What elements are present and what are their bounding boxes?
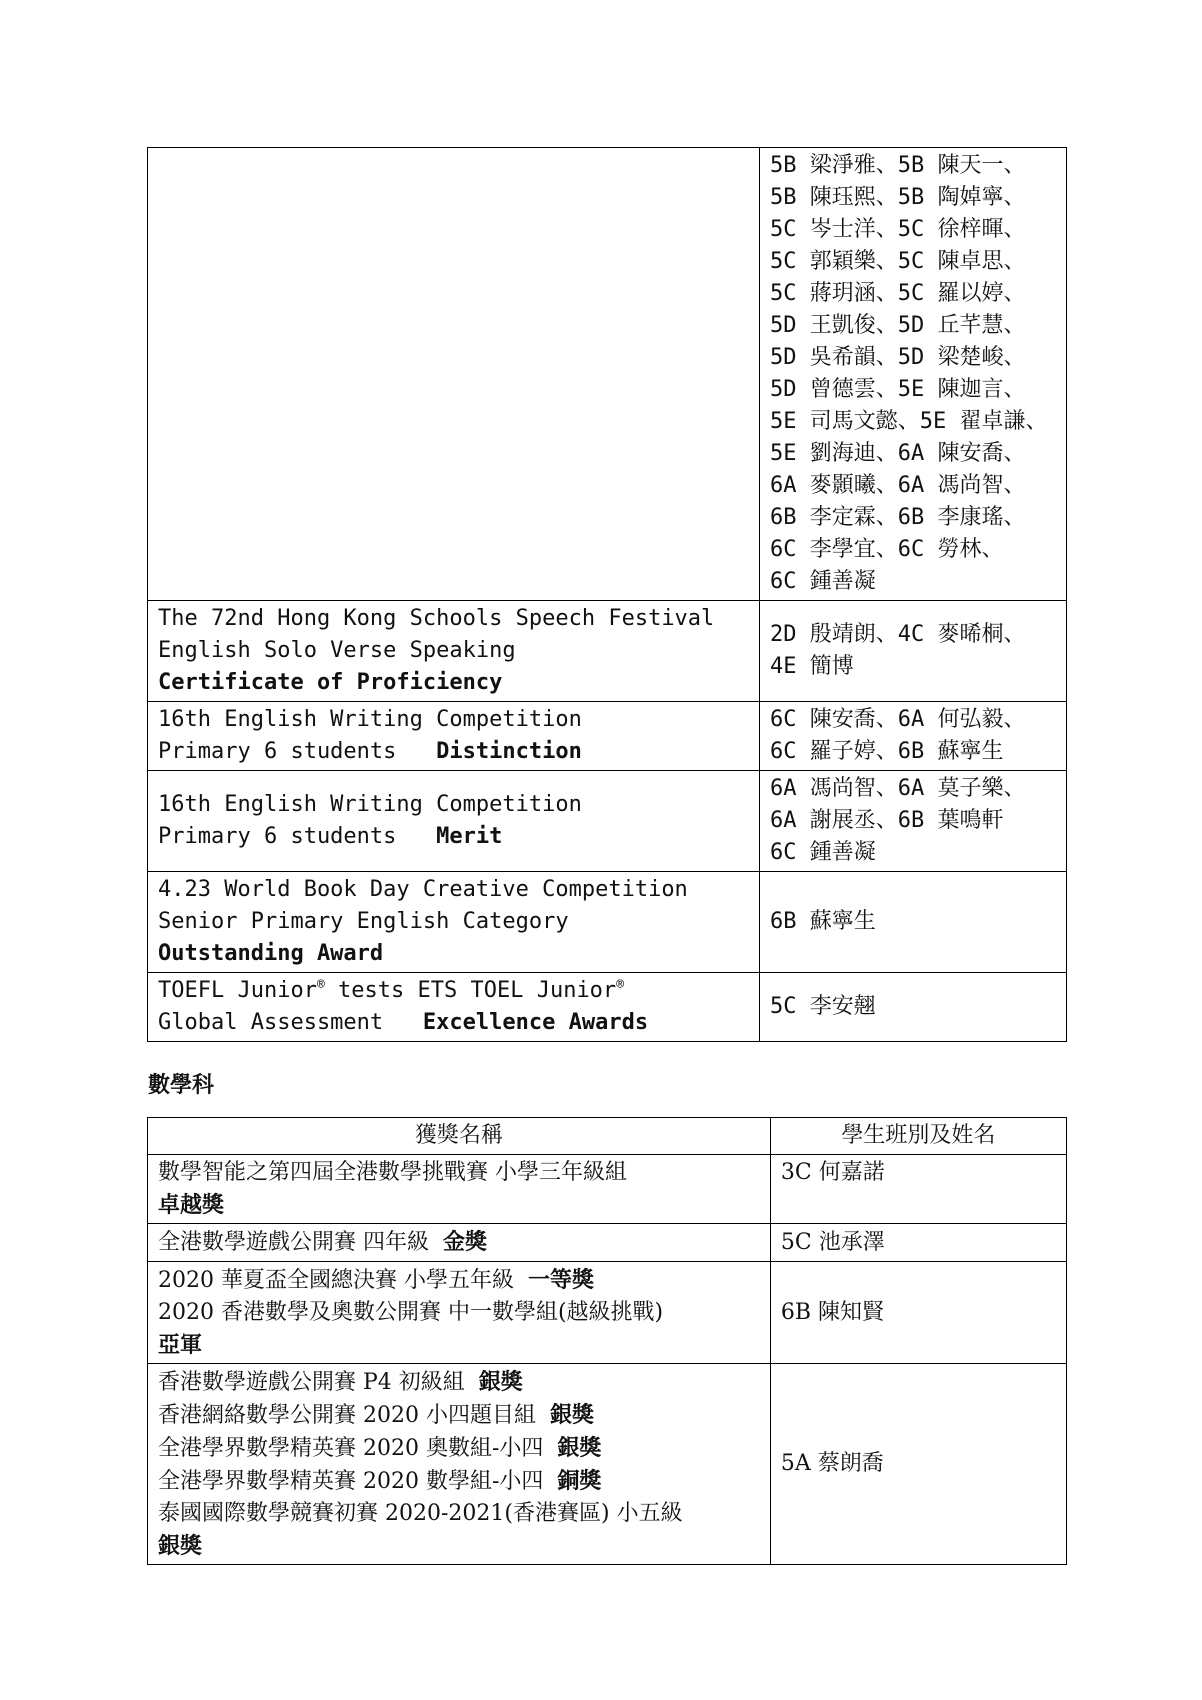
award-cell xyxy=(148,148,760,601)
award-line: The 72nd Hong Kong Schools Speech Festival xyxy=(158,606,715,631)
student-line: 6B 李定霖、6B 李康瑤、 xyxy=(769,505,1026,530)
award-grade: 亞軍 xyxy=(158,1332,203,1358)
math-awards-table xyxy=(147,1117,1067,1565)
award-prefix: Primary 6 students xyxy=(158,824,397,849)
student-line: 5E 劉海迪、6A 陳安喬、 xyxy=(769,441,1026,466)
award-text: TOEFL Junior xyxy=(158,978,317,1003)
students-cell xyxy=(759,601,1066,702)
award-line xyxy=(158,821,749,853)
award-cell xyxy=(148,973,760,1042)
students-cell: 5A 蔡朗喬 xyxy=(770,1364,1066,1565)
student-line: 6C 陳安喬、6A 何弘毅、 xyxy=(769,707,1026,732)
student-line: 5D 王凱俊、5D 丘芊慧、 xyxy=(769,313,1026,338)
award-cell xyxy=(148,1155,771,1224)
student-line: 5D 吳希韻、5D 梁楚峻、 xyxy=(769,345,1026,370)
registered-mark: ® xyxy=(616,977,625,993)
students-cell xyxy=(759,973,1066,1042)
table-row xyxy=(148,601,1067,702)
student-line: 5B 陳珏熙、5B 陶婥寧、 xyxy=(769,185,1026,210)
table-row xyxy=(148,148,1067,601)
award-grade: 卓越獎 xyxy=(158,1192,225,1218)
award-cell xyxy=(148,702,760,771)
student-line: 6A 謝展丞、6B 葉鳴軒 xyxy=(769,808,1004,833)
award-prefix: 全港學界數學精英賽 2020 奧數組-小四 xyxy=(158,1436,544,1461)
award-grade: Distinction xyxy=(436,739,582,764)
students-cell xyxy=(759,771,1066,872)
table-row xyxy=(148,1364,1067,1565)
award-line: English Solo Verse Speaking xyxy=(158,638,516,663)
award-prefix: 香港網絡數學公開賽 2020 小四題目組 xyxy=(158,1403,536,1428)
award-line xyxy=(158,1399,760,1432)
students-cell: 3C 何嘉諾 xyxy=(770,1155,1066,1224)
table-row xyxy=(148,973,1067,1042)
award-prefix: 全港學界數學精英賽 2020 數學組-小四 xyxy=(158,1469,544,1494)
student-line: 6C 鍾善凝 xyxy=(769,840,876,865)
student-line: 6C 鍾善凝 xyxy=(769,569,876,594)
award-line xyxy=(158,1432,760,1465)
award-grade: Outstanding Award xyxy=(158,941,384,966)
award-line xyxy=(158,1007,749,1039)
award-cell xyxy=(148,872,760,973)
student-line: 5B 梁淨雅、5B 陳天一、 xyxy=(769,153,1026,178)
award-prefix: 香港數學遊戲公開賽 P4 初級組 xyxy=(158,1370,465,1395)
table-row xyxy=(148,1224,1067,1262)
award-line xyxy=(158,1264,760,1297)
table-row xyxy=(148,872,1067,973)
award-cell xyxy=(148,1224,771,1262)
award-grade: Excellence Awards xyxy=(422,1010,649,1035)
award-grade: 銀獎 xyxy=(557,1435,602,1461)
award-line xyxy=(158,1226,760,1259)
award-line xyxy=(158,1465,760,1498)
table-row xyxy=(148,771,1067,872)
award-line xyxy=(158,975,749,1007)
table-row xyxy=(148,1155,1067,1224)
award-cell xyxy=(148,601,760,702)
student-line: 4E 簡博 xyxy=(769,654,854,679)
student-line: 6C 羅子婷、6B 蘇寧生 xyxy=(769,739,1004,764)
award-line xyxy=(158,736,749,768)
award-grade: 銅獎 xyxy=(557,1468,602,1494)
award-grade: 銀獎 xyxy=(158,1533,203,1559)
award-grade: Merit xyxy=(436,824,503,849)
header-award: 獲獎名稱 xyxy=(148,1118,771,1155)
students-cell: 5C 池承澤 xyxy=(770,1224,1066,1262)
student-line: 2D 殷靖朗、4C 麥晞桐、 xyxy=(769,622,1026,647)
table-row xyxy=(148,702,1067,771)
table-row xyxy=(148,1262,1067,1364)
english-awards-table xyxy=(147,147,1067,1042)
students-cell xyxy=(759,872,1066,973)
award-grade: 金獎 xyxy=(443,1229,488,1255)
award-grade: 銀獎 xyxy=(478,1369,523,1395)
award-text: tests ETS TOEL Junior xyxy=(324,978,617,1003)
award-line: 泰國國際數學競賽初賽 2020-2021(香港賽區) 小五級 xyxy=(158,1501,683,1526)
award-grade: Certificate of Proficiency xyxy=(158,670,503,695)
student-line: 5E 司馬文懿、5E 翟卓謙、 xyxy=(769,409,1048,434)
student-line: 5C 李安翹 xyxy=(769,994,876,1019)
student-line: 6A 馮尚智、6A 莫子樂、 xyxy=(769,776,1026,801)
award-line: 16th English Writing Competition xyxy=(158,792,582,817)
section-title: 數學科 xyxy=(148,1072,215,1098)
award-grade: 銀獎 xyxy=(549,1402,594,1428)
award-line: 16th English Writing Competition xyxy=(158,707,582,732)
award-line: 數學智能之第四屆全港數學挑戰賽 小學三年級組 xyxy=(158,1160,627,1185)
table-header-row xyxy=(148,1118,1067,1155)
students-cell xyxy=(759,148,1066,601)
award-cell xyxy=(148,1364,771,1565)
award-cell xyxy=(148,771,760,872)
student-line: 6C 李學宜、6C 勞林、 xyxy=(769,537,1004,562)
student-line: 6B 蘇寧生 xyxy=(769,909,876,934)
award-grade: 一等獎 xyxy=(527,1267,594,1293)
student-line: 5C 郭穎樂、5C 陳卓思、 xyxy=(769,249,1026,274)
registered-mark: ® xyxy=(316,977,325,993)
award-line: 4.23 World Book Day Creative Competition xyxy=(158,877,688,902)
award-line: Senior Primary English Category xyxy=(158,909,569,934)
student-line: 6A 麥顥曦、6A 馮尚智、 xyxy=(769,473,1026,498)
award-prefix: 全港數學遊戲公開賽 四年級 xyxy=(158,1230,429,1255)
award-prefix: Primary 6 students xyxy=(158,739,397,764)
students-cell xyxy=(759,702,1066,771)
award-line xyxy=(158,1366,760,1399)
award-prefix: Global Assessment xyxy=(158,1010,384,1035)
header-students: 學生班別及姓名 xyxy=(770,1118,1066,1155)
student-line: 5C 蔣玥涵、5C 羅以婷、 xyxy=(769,281,1026,306)
award-cell xyxy=(148,1262,771,1364)
award-prefix: 2020 華夏盃全國總決賽 小學五年級 xyxy=(158,1268,514,1293)
student-line: 5C 岑士洋、5C 徐梓暉、 xyxy=(769,217,1026,242)
award-line: 2020 香港數學及奧數公開賽 中一數學組(越級挑戰) xyxy=(158,1300,664,1325)
student-line: 5D 曾德雲、5E 陳迦言、 xyxy=(769,377,1026,402)
students-cell: 6B 陳知賢 xyxy=(770,1262,1066,1364)
